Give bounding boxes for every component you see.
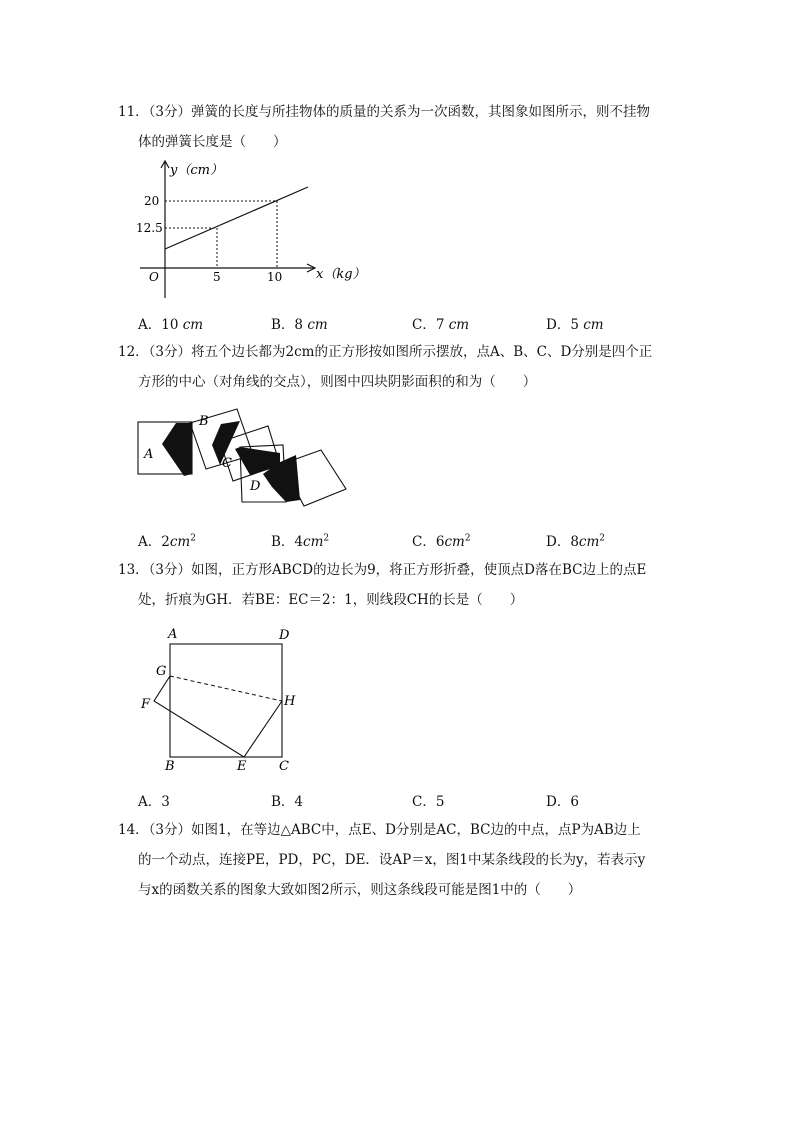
q11-option-b[interactable]: B．8 cm — [271, 317, 328, 333]
q11-ytick-20: 20 — [144, 194, 160, 208]
q13-option-a[interactable]: A．3 — [138, 794, 170, 810]
q12-text-line1: 12．（3分）将五个边长都为2cm的正方形按如图所示摆放，点A、B、C、D分别是四个正 — [118, 344, 653, 360]
q13-option-d[interactable]: D．6 — [546, 794, 579, 810]
q13-option-b[interactable]: B．4 — [271, 794, 304, 810]
q12-option-d[interactable]: D．$8cm^2$ — [546, 533, 606, 550]
q11-option-a[interactable]: A．10 cm — [138, 317, 204, 333]
q11-xlabel: x（kg） — [316, 267, 366, 282]
q13-square-abcd — [170, 644, 282, 757]
q12-shade-1 — [162, 423, 192, 476]
q12-option-c[interactable]: C．$6cm^2$ — [412, 533, 471, 550]
q11-ylabel: y（cm） — [170, 163, 223, 178]
q13-option-c[interactable]: C．5 — [412, 794, 445, 810]
q14-text-line2: 的一个动点，连接PE，PD，PC，DE．设AP＝x，图1中某条线段的长为y，若表示y — [138, 852, 646, 868]
q12-label-d: D — [250, 479, 261, 494]
q11-option-c[interactable]: C．7 cm — [412, 317, 470, 333]
q11-ytick-12-5: 12.5 — [136, 221, 163, 235]
q11-function-line — [165, 187, 308, 249]
q13-label-c: C — [279, 759, 289, 774]
q12-label-c: C — [222, 456, 232, 471]
q12-option-b[interactable]: B．$4cm^2$ — [271, 533, 330, 550]
q12-label-b: B — [199, 414, 209, 429]
q14-text-line1: 14．（3分）如图1，在等边△ABC中，点E、D分别是AC，BC边的中点，点P为AB边上 — [118, 822, 641, 838]
q13-label-e: E — [237, 759, 247, 774]
q11-origin: O — [149, 270, 159, 284]
q12-label-a: A — [144, 447, 154, 462]
q12-squares-figure — [132, 403, 362, 518]
q11-text-line2: 体的弹簧长度是（ ） — [138, 134, 287, 150]
q13-label-a: A — [168, 627, 178, 642]
q13-fold-figure — [136, 624, 316, 774]
q13-text-line1: 13．（3分）如图，正方形ABCD的边长为9，将正方形折叠，使顶点D落在BC边上的点E — [118, 562, 647, 578]
q11-graph — [130, 158, 370, 303]
q13-label-h: H — [284, 694, 296, 709]
q14-text-line3: 与x的函数关系的图象大致如图2所示，则这条线段可能是图1中的（ ） — [138, 882, 582, 898]
q11-xtick-5: 5 — [213, 270, 221, 284]
q11-option-d[interactable]: D．5 cm — [546, 317, 604, 333]
q12-text-line2: 方形的中心（对角线的交点），则图中四块阴影面积的和为（ ） — [138, 374, 537, 390]
q13-crease-gh — [170, 676, 282, 701]
q13-label-d: D — [279, 628, 290, 643]
q11-xtick-10: 10 — [267, 270, 283, 284]
q13-label-g: G — [156, 664, 167, 679]
q13-folded-edge — [154, 676, 282, 757]
q13-label-b: B — [165, 759, 175, 774]
q13-text-line2: 处，折痕为GH．若BE：EC＝2：1，则线段CH的长是（ ） — [138, 592, 524, 608]
q13-label-f: F — [141, 697, 151, 712]
q12-option-a[interactable]: A．$2cm^2$ — [138, 533, 196, 550]
q11-text-line1: 11．（3分）弹簧的长度与所挂物体的质量的关系为一次函数，其图象如图所示，则不挂物 — [118, 104, 651, 120]
